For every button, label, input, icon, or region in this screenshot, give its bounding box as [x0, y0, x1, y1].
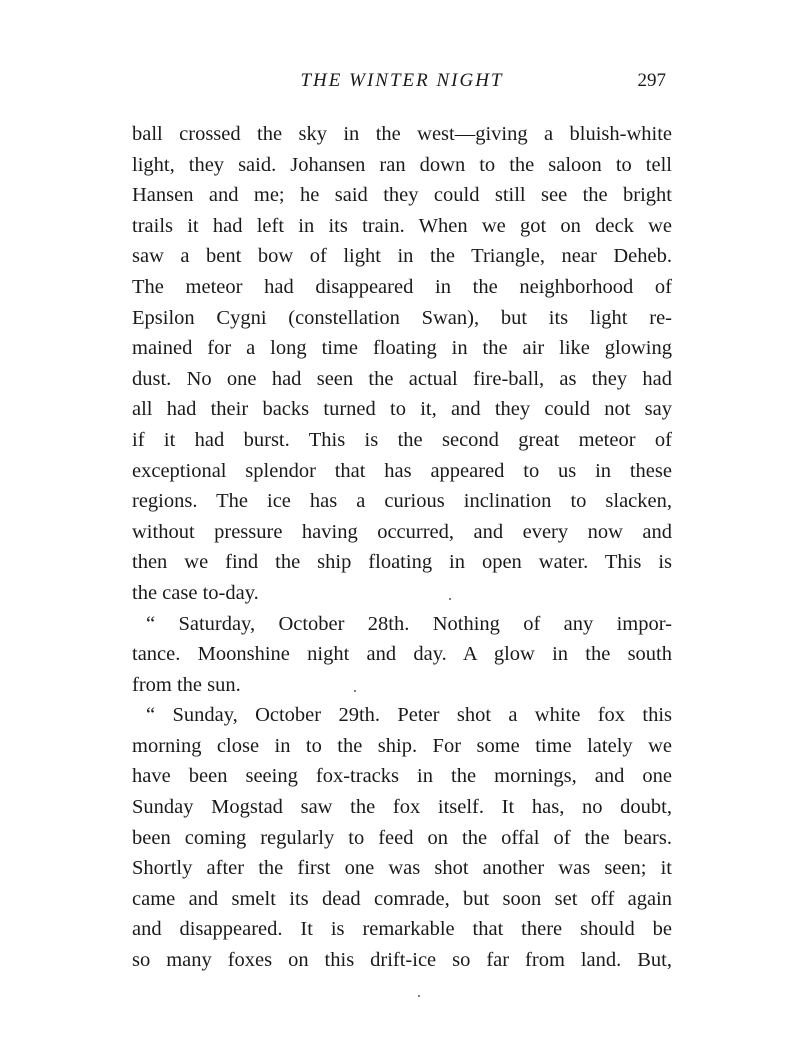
- text-line: came and smelt its dead comrade, but soon set off again: [132, 887, 672, 910]
- text-line: regions. The ice has a curious inclination to slacken,: [132, 490, 672, 513]
- text-line: The meteor had disappeared in the neighborhood of: [132, 275, 672, 298]
- text-line: the case to-day.: [132, 581, 259, 604]
- text-line: all had their backs turned to it, and they could not say: [132, 398, 672, 421]
- text-line: exceptional splendor that has appeared to us in these: [132, 459, 672, 482]
- text-line: trails it had left in its train. When we got on deck we: [132, 214, 672, 237]
- text-line: from the sun.: [132, 673, 241, 696]
- text-line: Shortly after the first one was shot another was seen; it: [132, 857, 672, 880]
- paper-speck: [449, 598, 451, 600]
- text-line: light, they said. Johansen ran down to the saloon to tell: [132, 153, 672, 176]
- text-line: dust. No one had seen the actual fire-ball, as they had: [132, 367, 672, 390]
- text-line: saw a bent bow of light in the Triangle, near Deheb.: [132, 245, 672, 268]
- text-line: if it had burst. This is the second great meteor of: [132, 428, 672, 451]
- text-line: ball crossed the sky in the west—giving a bluish-white: [132, 123, 672, 145]
- text-line: have been seeing fox-tracks in the mornings, and one: [132, 765, 672, 788]
- text-line: morning close in to the ship. For some time lately we: [132, 734, 672, 757]
- text-line: been coming regularly to feed on the offal of the bears.: [132, 826, 672, 849]
- paper-speck: [354, 690, 356, 692]
- text-line: Epsilon Cygni (constellation Swan), but its light re-: [132, 306, 672, 329]
- text-line: and disappeared. It is remarkable that there should be: [132, 918, 672, 941]
- text-line: Sunday Mogstad saw the fox itself. It has, no doubt,: [132, 796, 672, 819]
- running-title: THE WINTER NIGHT: [300, 70, 504, 91]
- running-head: [132, 70, 672, 100]
- body-text: [132, 119, 672, 976]
- text-line: Hansen and me; he said they could still see the bright: [132, 184, 672, 207]
- text-line: then we find the ship floating in open water. This is: [132, 551, 672, 574]
- text-line: tance. Moonshine night and day. A glow in the south: [132, 643, 672, 666]
- text-line: so many foxes on this drift-ice so far from land. But,: [132, 949, 672, 972]
- page-number: 297: [637, 70, 666, 91]
- text-line: “ Saturday, October 28th. Nothing of any impor-: [146, 612, 672, 635]
- text-line: “ Sunday, October 29th. Peter shot a white fox this: [146, 704, 672, 727]
- paper-speck: [418, 995, 420, 997]
- text-line: without pressure having occurred, and every now and: [132, 520, 672, 543]
- text-line: mained for a long time floating in the air like glowing: [132, 337, 672, 360]
